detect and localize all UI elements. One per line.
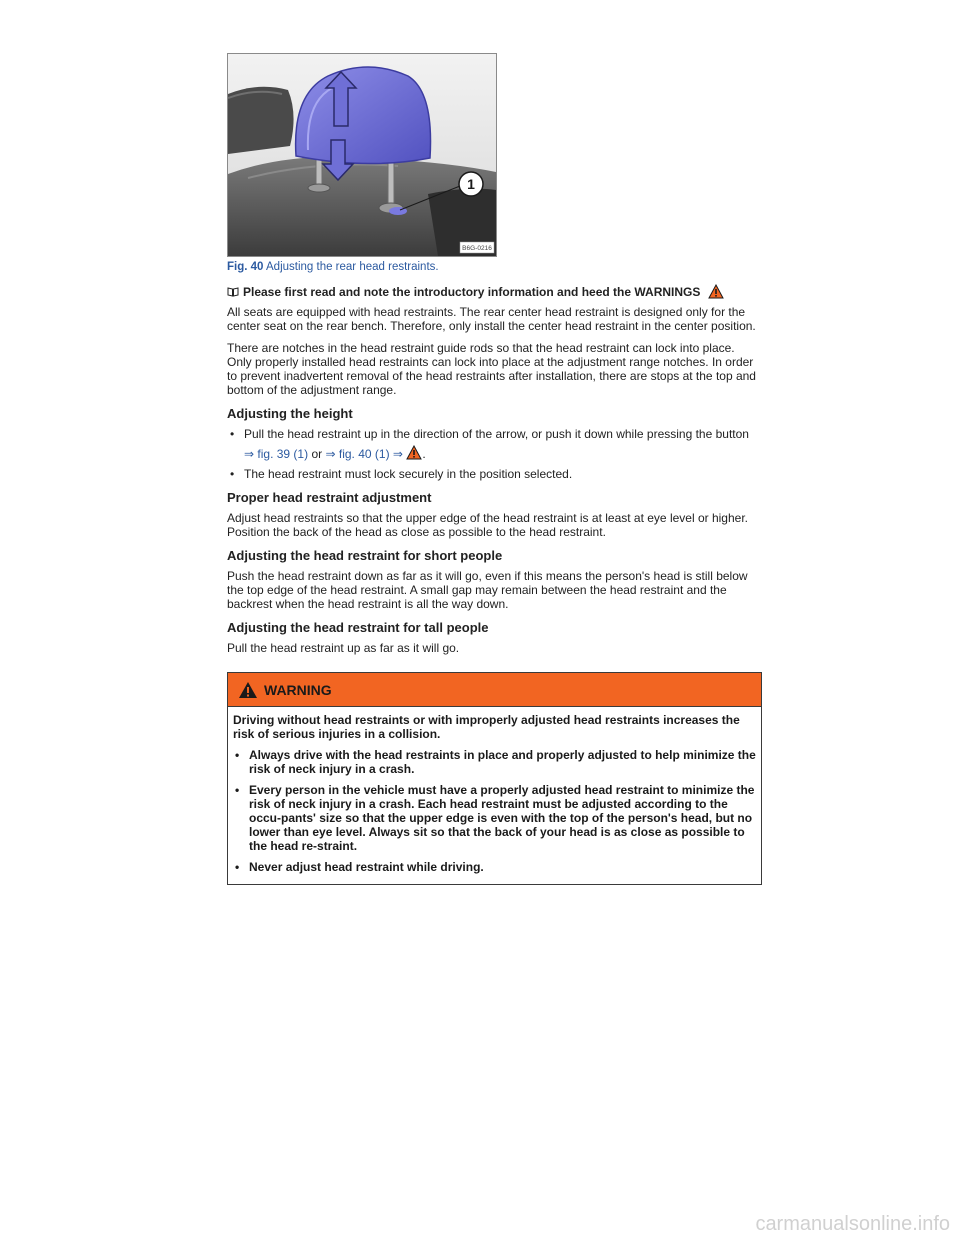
warning-box (227, 672, 762, 885)
list-item-text: Never adjust head restraint while driving. (249, 860, 484, 874)
reference-line (227, 445, 762, 461)
warning-intro: Driving without head restraints or with improperly adjusted head restraints increases the risk of serious injuries in a collision. (233, 713, 740, 741)
ref-arrow: ⇒ (325, 447, 336, 461)
heading-adjusting-height: Adjusting the height (227, 406, 353, 421)
head-restraint-illustration (228, 54, 496, 256)
figure-number: Fig. 40 (227, 261, 264, 273)
ref-end: . (422, 447, 426, 461)
warning-triangle-icon (238, 681, 258, 699)
paragraph-notches: There are notches in the head restraint guide rods so that the head restraint can lock into place. Only properly installed head restraints can lock into place at the adjustment range notches. In order to prevent inadvertent removal of the head restraints after installation, there are stops at the top and bottom of the adjustment range. (227, 341, 756, 397)
paragraph-proper: Adjust head restraints so that the upper edge of the head restraint is at least at eye level or higher. Position the back of the head as close as possible to the head restraint. (227, 511, 748, 539)
warning-triangle-icon[interactable] (406, 445, 422, 460)
list-item-text: Pull the head restraint up in the direction of the arrow, or push it down while pressing the button (244, 427, 749, 441)
figure-code: B6G-0216 (462, 245, 492, 252)
list-item: • Always drive with the head restraints in place and properly adjusted to help minimize the risk of neck injury in a crash. (235, 748, 756, 776)
list-item-text: The head restraint must lock securely in the position selected. (244, 467, 573, 481)
list-item: • The head restraint must lock securely in the position selected. (230, 467, 573, 481)
heading-short-people: Adjusting the head restraint for short people (227, 548, 503, 563)
heading-proper-adjustment: Proper head restraint adjustment (227, 490, 432, 505)
ref-arrow: ⇒ (244, 447, 255, 461)
main-content (227, 284, 762, 663)
link-fig-39[interactable]: fig. 39 (1) (257, 447, 309, 461)
intro-text: Please first read and note the introductory information and heed the WARNINGS (243, 284, 701, 299)
list-item-text: Every person in the vehicle must have a properly adjusted head restraint to minimize the risk of neck injury in a crash. Each head restraint must be adjusted according to the occu-pants' size so that the upper edge is even with the top of the person's head, but no lower than eye level. Always sit so that the back of your head is as close as possible to the head re-straint. (249, 783, 755, 853)
ref-arrow: ⇒ (392, 447, 403, 461)
list-item: • Pull the head restraint up in the direction of the arrow, or push it down while pressing the button (230, 427, 749, 441)
head-restraint-figure (227, 53, 497, 257)
watermark: carmanualsonline.info (755, 1213, 950, 1235)
paragraph-seats: All seats are equipped with head restraints. The rear center head restraint is designed only for the center seat on the rear bench. Therefore, only install the center head restraint in the center position. (227, 305, 756, 333)
link-fig-40[interactable]: fig. 40 (1) (338, 447, 390, 461)
callout-number: 1 (467, 176, 475, 192)
warning-triangle-icon[interactable] (708, 284, 724, 299)
ref-or: or (311, 447, 323, 461)
height-list (227, 427, 762, 441)
warning-header (228, 673, 761, 707)
warning-title: WARNING (264, 681, 332, 698)
warning-body (228, 707, 761, 884)
heading-tall-people: Adjusting the head restraint for tall people (227, 620, 489, 635)
figure-caption-text: Adjusting the rear head restraints. (266, 261, 439, 273)
list-item: • Every person in the vehicle must have a properly adjusted head restraint to minimize the risk of neck injury in a crash. Each head restraint must be adjusted according to the occu-pants' size so that the upper edge is even with the top of the person's head, but no lower than eye level. Always sit so that the back of your head is as close as possible to the head re-straint. (235, 783, 755, 853)
intro-line (227, 284, 762, 299)
book-icon (227, 287, 239, 297)
paragraph-short-people: Push the head restraint down as far as it will go, even if this means the person's head is still below the top edge of the head restraint. A small gap may remain between the head restraint and the backrest when the head restraint is all the way down. (227, 569, 748, 611)
list-item: • Never adjust head restraint while driving. (235, 860, 484, 874)
figure-caption (227, 261, 439, 273)
height-list-2 (227, 467, 762, 481)
list-item-text: Always drive with the head restraints in place and properly adjusted to help minimize the risk of neck injury in a crash. (249, 748, 756, 776)
paragraph-tall-people: Pull the head restraint up as far as it will go. (227, 641, 460, 655)
